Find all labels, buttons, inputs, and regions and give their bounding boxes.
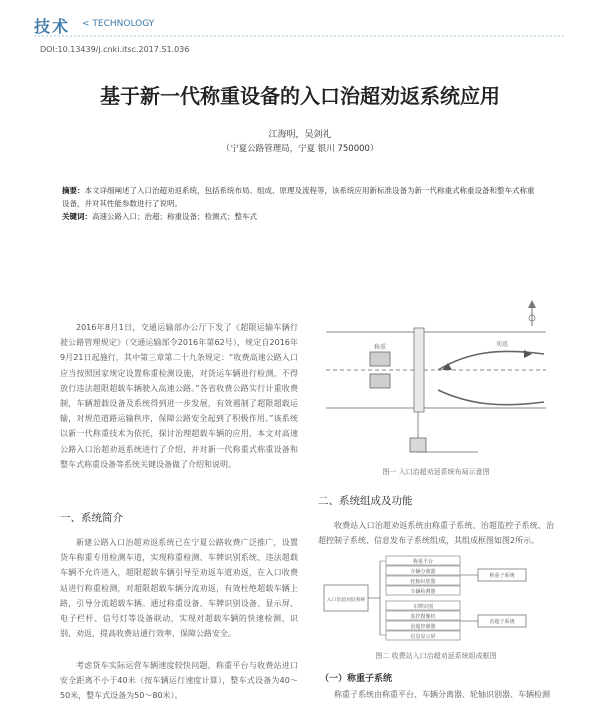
box-label: 监控摄像机 xyxy=(410,614,436,620)
box-label: 车牌识别 xyxy=(412,604,434,610)
left-column-intro xyxy=(60,320,298,490)
abstract-text: 本文详细阐述了入口治超劝返系统，包括系统布局、组成、原理及流程等，该系统应用新标准设备为新一代称重式称重设备和整车式称重设备，并对其性能参数进行了说明。 xyxy=(62,186,535,208)
box-label: 车辆分离器 xyxy=(410,569,436,575)
left-column-section1 xyxy=(60,535,298,657)
figure-1-caption: 图一 入口治超劝返系统布局示意图 xyxy=(382,468,490,476)
figure-2-caption: 图二 收费站入口治超劝返系统组成框图 xyxy=(375,652,497,660)
right-column-section2 xyxy=(318,518,554,550)
box-label: 信息显示屏 xyxy=(410,634,436,640)
page-header xyxy=(0,0,600,44)
article-title: 基于新一代称重设备的入口治超劝返系统应用 xyxy=(100,84,500,108)
section-1-title: 一、系统简介 xyxy=(60,512,123,524)
figure-2 xyxy=(322,555,552,641)
weigh-platform xyxy=(370,374,390,388)
toll-plaza xyxy=(414,328,424,412)
paragraph: 新建公路入口治超劝返系统已在宁夏公路收费广泛推广，设置货车称重专用检测车道，实现称重检测、车牌识别系统、违法超载车辆不允许进入，超限超载车辆引导至劝返车道劝返，在入口收费站进行称重检测，对超限超载车辆分流劝返，有效杜绝超载车辆上路，引导分流超载车辆。通过称重设备、车牌识别设备、显示屏、电子栏杆、信号灯等设备联动，实现对超载车辆的快速检测、识别、劝返，提高收费站通行效率，保障公路安全。 xyxy=(60,538,298,639)
paragraph: 2016年8月1日，交通运输部办公厅下发了《超限运输车辆行驶公路管理规定》（交通运输部令2016年第62号），规定自2016年9月21日起施行，其中第三章第二十九条规定：“收费高速公路入口应当按照国家规定设置称重检测设施，对货运车辆进行检测，不得放行违法超限超载车辆驶入高速公路。”各省收费公路实行计重收费制，车辆超载设备及系统得到进一步发展，有效遏制了超限超载运输，对规范道路运输秩序，保障公路安全起到了积极作用。”该系统以新一代称重技术为依托，探讨治理超载车辆的应用，本文对高速公路入口治超劝返系统进行了介绍，并对新一代称重式称重设备和整车式称重设备等系统关键设备做了介绍和说明。 xyxy=(60,323,298,469)
root-label: 入口治超劝返系统 xyxy=(326,598,366,603)
box-label: 称重平台 xyxy=(412,559,434,565)
section-label-en: < TECHNOLOGY xyxy=(82,19,155,29)
subsection-1-title: （一）称重子系统 xyxy=(320,674,393,684)
abstract-label: 摘要： xyxy=(62,186,85,195)
box-label: 轮轴识别器 xyxy=(410,579,436,585)
keywords xyxy=(62,211,540,222)
keywords-text: 高速公路入口；治超；称重设备；检测式；整车式 xyxy=(92,212,257,221)
block-diagram xyxy=(322,555,552,641)
lane-label: 劝返 xyxy=(496,341,509,348)
affiliation: （宁夏公路管理局，宁夏 银川 750000） xyxy=(221,144,379,154)
arrow-icon xyxy=(524,350,532,358)
group-label: 称重子系统 xyxy=(489,573,515,579)
branch-road xyxy=(418,412,478,452)
booth xyxy=(410,438,426,452)
right-column-subsection1 xyxy=(318,687,554,704)
doi: DOI:10.13439/j.cnki.itsc.2017.S1.036 xyxy=(40,45,190,54)
paragraph: 收费站入口治超劝返系统由称重子系统、治超监控子系统、治超控制子系统、信息发布子系统组成，其组成框图如图2所示。 xyxy=(318,521,554,546)
return-lane xyxy=(438,390,544,405)
diagram-boxes xyxy=(386,556,460,640)
section-2-title: 二、系统组成及功能 xyxy=(318,495,413,507)
paragraph: 称重子系统由称重平台、车辆分离器、轮轴识别器、车辆检测 xyxy=(334,690,550,699)
group-label: 治超子系统 xyxy=(489,619,515,625)
layout-diagram xyxy=(318,292,554,464)
box-label: 治超控制器 xyxy=(410,624,436,630)
section-label: 技术 xyxy=(34,17,71,36)
box-label: 车辆检测器 xyxy=(410,589,436,595)
figure-1 xyxy=(318,292,554,464)
authors: 江海明，吴剑礼 xyxy=(268,130,332,140)
weigh-platform xyxy=(370,352,390,366)
lane-label: 称重 xyxy=(374,344,387,351)
left-column-section1-cont xyxy=(60,658,298,704)
paragraph: 考虑货车实际运营车辆速度较快问题，称重平台与收费站进口安全距离不小于40米（按车辆运行速度计算），整车式设备为40～50米，整车式设备为50～80米）。 xyxy=(60,661,298,701)
abstract xyxy=(62,184,540,210)
keywords-label: 关键词： xyxy=(62,212,92,221)
north-arrow-icon xyxy=(528,300,536,326)
